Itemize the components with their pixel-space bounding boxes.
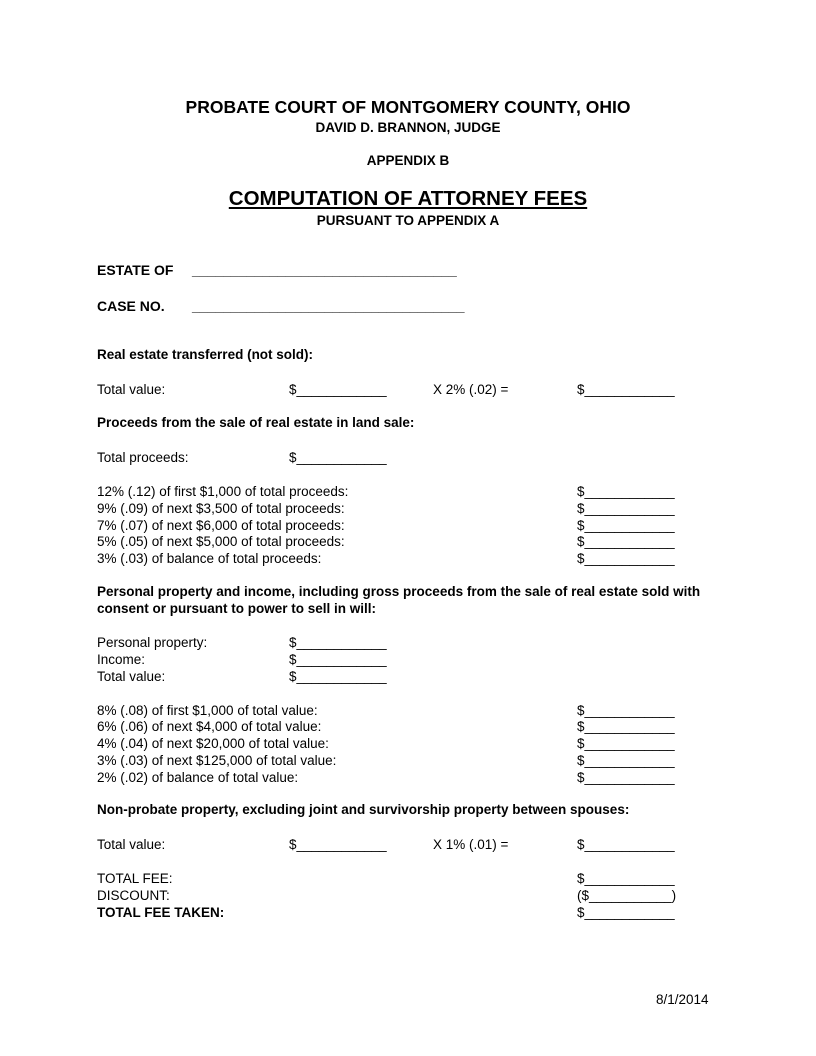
discount-label: DISCOUNT: [97,888,170,903]
personal-property-heading: Personal property and income, including gross proceeds from the sale of real estate sold with consent or pursuant to power to sell in will: [97,584,701,616]
personal-tier-label: 4% (.04) of next $20,000 of total value: [97,736,329,751]
discount-input[interactable]: ($___________) [577,888,677,903]
land-sale-tier-row [97,533,737,550]
personal-tier-row [97,702,737,719]
personal-tier-input[interactable]: $____________ [577,770,675,785]
case-no-label: CASE NO. [97,298,165,314]
real-estate-row [97,381,737,398]
personal-tier-input[interactable]: $____________ [577,753,675,768]
personal-tier-input[interactable]: $____________ [577,736,675,751]
real-estate-heading: Real estate transferred (not sold): [97,347,314,362]
total-fee-taken-input[interactable]: $____________ [577,905,675,920]
personal-total-label: Total value: [97,669,166,684]
land-sale-tier-row [97,483,737,500]
personal-property-label: Personal property: [97,635,208,650]
document-title: COMPUTATION OF ATTORNEY FEES [228,187,588,210]
personal-tier-label: 3% (.03) of next $125,000 of total value: [97,753,337,768]
land-sale-tier-label: 9% (.09) of next $3,500 of total proceeds: [97,501,345,516]
personal-tier-input[interactable]: $____________ [577,703,675,718]
land-sale-total-label: Total proceeds: [97,450,189,465]
estate-of-label: ESTATE OF [97,262,174,278]
total-fee-input[interactable]: $____________ [577,871,675,886]
land-sale-total-input[interactable]: $____________ [289,450,387,465]
personal-tier-row [97,752,737,769]
personal-tier-row [97,718,737,735]
land-sale-tier-label: 7% (.07) of next $6,000 of total proceeds: [97,518,345,533]
personal-tier-row [97,769,737,786]
real-estate-total-input[interactable]: $____________ [289,382,387,397]
estate-of-field [97,262,457,278]
case-no-field [97,298,465,314]
land-sale-heading: Proceeds from the sale of real estate in land sale: [97,415,415,430]
judge-name: DAVID D. BRANNON, JUDGE [315,120,501,135]
real-estate-multiplier: X 2% (.02) = [433,382,509,397]
personal-property-input[interactable]: $____________ [289,635,387,650]
estate-of-input[interactable]: __________________________________ [192,262,457,278]
personal-input-row [97,651,737,668]
non-probate-multiplier: X 1% (.01) = [433,837,509,852]
land-sale-tier-row [97,500,737,517]
court-name: PROBATE COURT OF MONTGOMERY COUNTY, OHIO [185,97,631,117]
total-fee-row [97,870,737,887]
personal-input-row [97,668,737,685]
income-label: Income: [97,652,146,667]
income-input[interactable]: $____________ [289,652,387,667]
personal-tier-label: 8% (.08) of first $1,000 of total value: [97,703,318,718]
land-sale-tier-input[interactable]: $____________ [577,551,675,566]
land-sale-tier-row [97,550,737,567]
personal-tier-label: 6% (.06) of next $4,000 of total value: [97,719,322,734]
total-fee-label: TOTAL FEE: [97,871,173,886]
non-probate-fee-input[interactable]: $____________ [577,837,675,852]
real-estate-total-label: Total value: [97,382,166,397]
discount-row [97,887,737,904]
non-probate-total-input[interactable]: $____________ [289,837,387,852]
land-sale-tier-input[interactable]: $____________ [577,534,675,549]
personal-tier-label: 2% (.02) of balance of total value: [97,770,299,785]
real-estate-fee-input[interactable]: $____________ [577,382,675,397]
land-sale-tier-label: 3% (.03) of balance of total proceeds: [97,551,322,566]
personal-tier-input[interactable]: $____________ [577,719,675,734]
land-sale-tier-row [97,517,737,534]
non-probate-row [97,836,737,853]
personal-input-row [97,634,737,651]
total-fee-taken-row [97,904,737,921]
land-sale-tier-label: 5% (.05) of next $5,000 of total proceeds: [97,534,345,549]
land-sale-tier-input[interactable]: $____________ [577,484,675,499]
case-no-input[interactable]: ___________________________________ [192,298,465,314]
total-fee-taken-label: TOTAL FEE TAKEN: [97,905,225,920]
land-sale-tier-label: 12% (.12) of first $1,000 of total proceeds: [97,484,349,499]
personal-tier-row [97,735,737,752]
personal-total-input[interactable]: $____________ [289,669,387,684]
land-sale-total-row [97,449,737,466]
land-sale-tier-input[interactable]: $____________ [577,518,675,533]
revision-date: 8/1/2014 [656,992,709,1007]
document-subtitle: PURSUANT TO APPENDIX A [316,213,500,228]
non-probate-heading: Non-probate property, excluding joint and survivorship property between spouses: [97,802,630,817]
appendix-label: APPENDIX B [366,153,450,168]
land-sale-tier-input[interactable]: $____________ [577,501,675,516]
non-probate-total-label: Total value: [97,837,166,852]
